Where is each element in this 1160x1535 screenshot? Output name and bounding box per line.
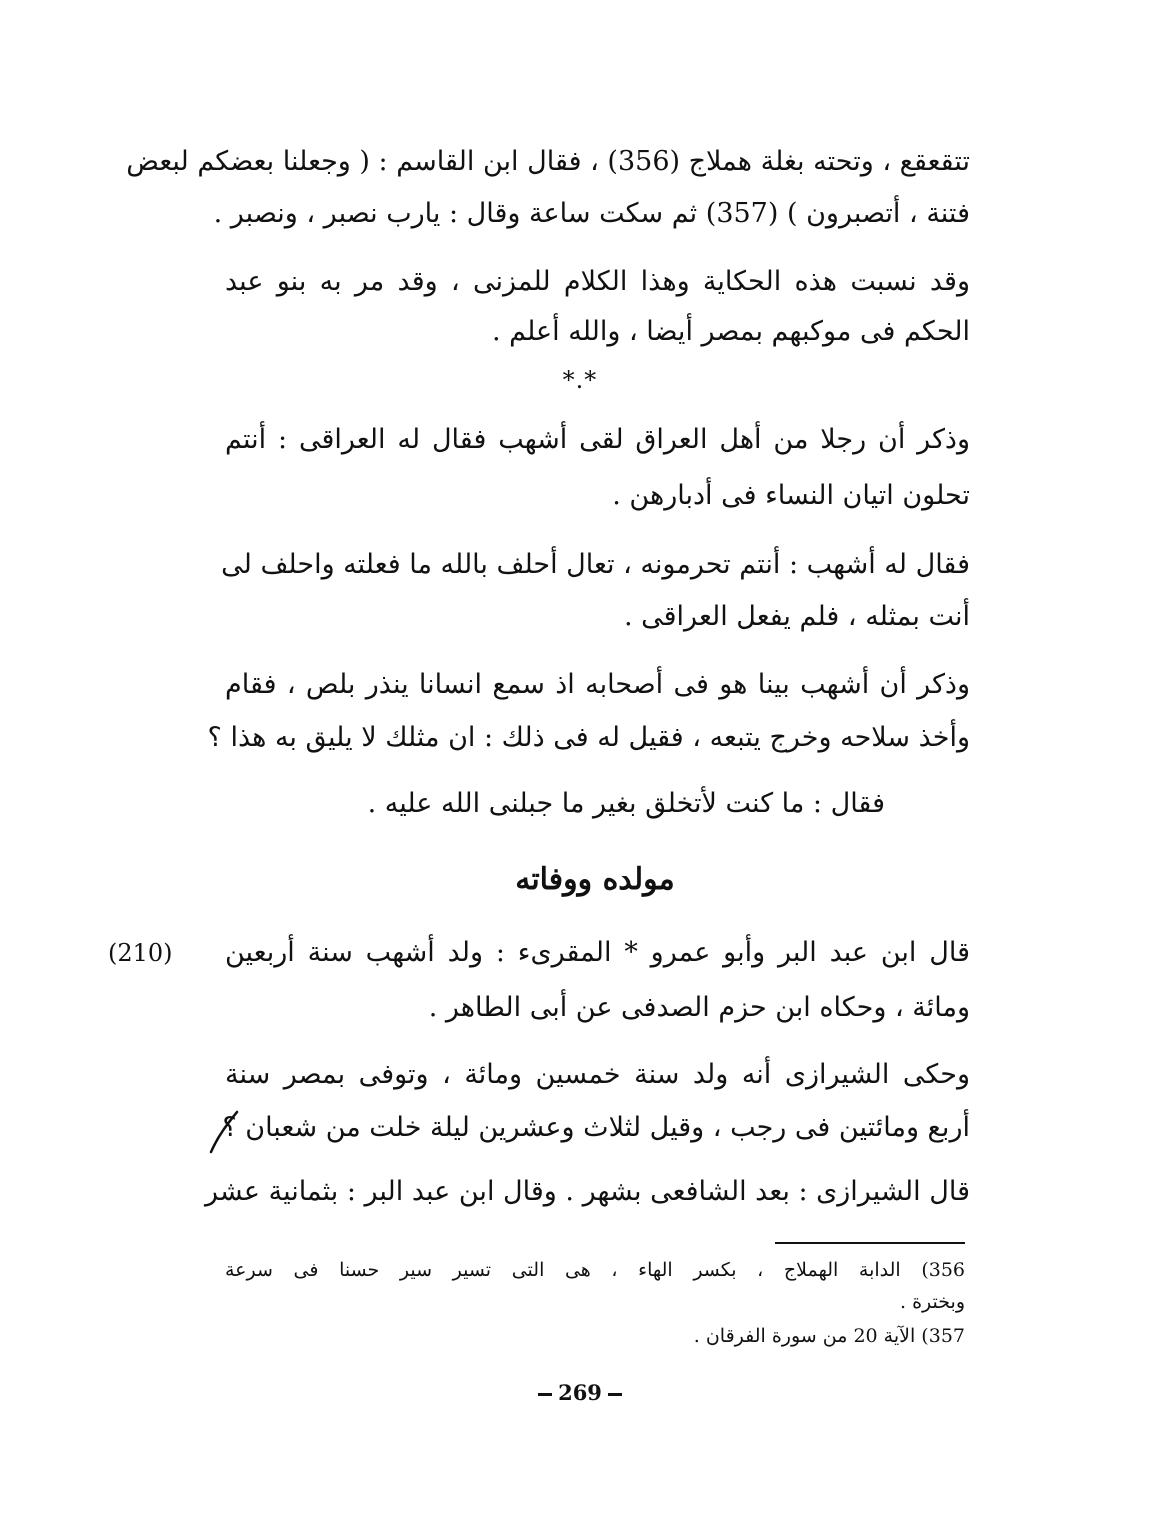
section-heading: مولده ووفاته	[515, 862, 675, 897]
section-separator: *.*	[562, 366, 598, 394]
footnote-356-line1: 356) الدابة الهملاج ، بكسر الهاء ، هى التى تسير سير حسنا فى سرعة	[225, 1259, 965, 1281]
pen-mark-icon	[205, 1108, 245, 1158]
page-number	[0, 1378, 1160, 1408]
para4-line1: فقال له أشهب : أنتم تحرمونه ، تعال أحلف بالله ما فعلته واحلف لى	[221, 549, 970, 580]
footnote-357: 357) الآية 20 من سورة الفرقان .	[693, 1325, 965, 1347]
para3-line2: تحلون اتيان النساء فى أدبارهن .	[612, 480, 970, 511]
para4-line2: أنت بمثله ، فلم يفعل العراقى .	[623, 601, 970, 632]
para1-line1: تتقعقع ، وتحته بغلة هملاج (356) ، فقال ابن القاسم : ( وجعلنا بعضكم لبعض	[126, 146, 970, 177]
para1-line2: فتنة ، أتصبرون ) (357) ثم سكت ساعة وقال : يارب نصبر ، ونصبر .	[213, 198, 970, 229]
para6-line1: فقال : ما كنت لأتخلق بغير ما جبلنى الله عليه .	[367, 788, 885, 819]
para7-line2: ومائة ، وحكاه ابن حزم الصدفى عن أبى الطاهر .	[428, 992, 970, 1023]
para3-line1: وذكر أن رجلا من أهل العراق لقى أشهب فقال له العراقى : أنتم	[225, 424, 970, 455]
footnote-divider	[775, 1242, 965, 1244]
para5-line1: وذكر أن أشهب بينا هو فى أصحابه اذ سمع انسانا ينذر بلص ، فقام	[225, 669, 970, 700]
margin-reference-number: (210)	[108, 939, 173, 967]
footnote-356-line2: وبخترة .	[900, 1291, 965, 1313]
para8-line2: أربع ومائتين فى رجب ، وقيل لثلاث وعشرين ليلة خلت من شعبان ؟	[222, 1112, 970, 1143]
para2-line2: الحكم فى موكبهم بمصر أيضا ، والله أعلم .	[491, 316, 970, 347]
page-number-dash-left	[538, 1393, 552, 1396]
para9-line1: قال الشيرازى : بعد الشافعى بشهر . وقال ابن عبد البر : بثمانية عشر	[204, 1176, 970, 1207]
page-number-dash-right	[608, 1393, 622, 1396]
para2-line1: وقد نسبت هذه الحكاية وهذا الكلام للمزنى ، وقد مر به بنو عبد	[225, 266, 970, 297]
page-number-value: 269	[558, 1380, 602, 1405]
para7-line1: قال ابن عبد البر وأبو عمرو * المقرىء : ولد أشهب سنة أربعين	[225, 937, 970, 968]
para5-line2: وأخذ سلاحه وخرج يتبعه ، فقيل له فى ذلك : ان مثلك لا يليق به هذا ؟	[207, 722, 970, 753]
para8-line1: وحكى الشيرازى أنه ولد سنة خمسين ومائة ، وتوفى بمصر سنة	[225, 1059, 970, 1090]
